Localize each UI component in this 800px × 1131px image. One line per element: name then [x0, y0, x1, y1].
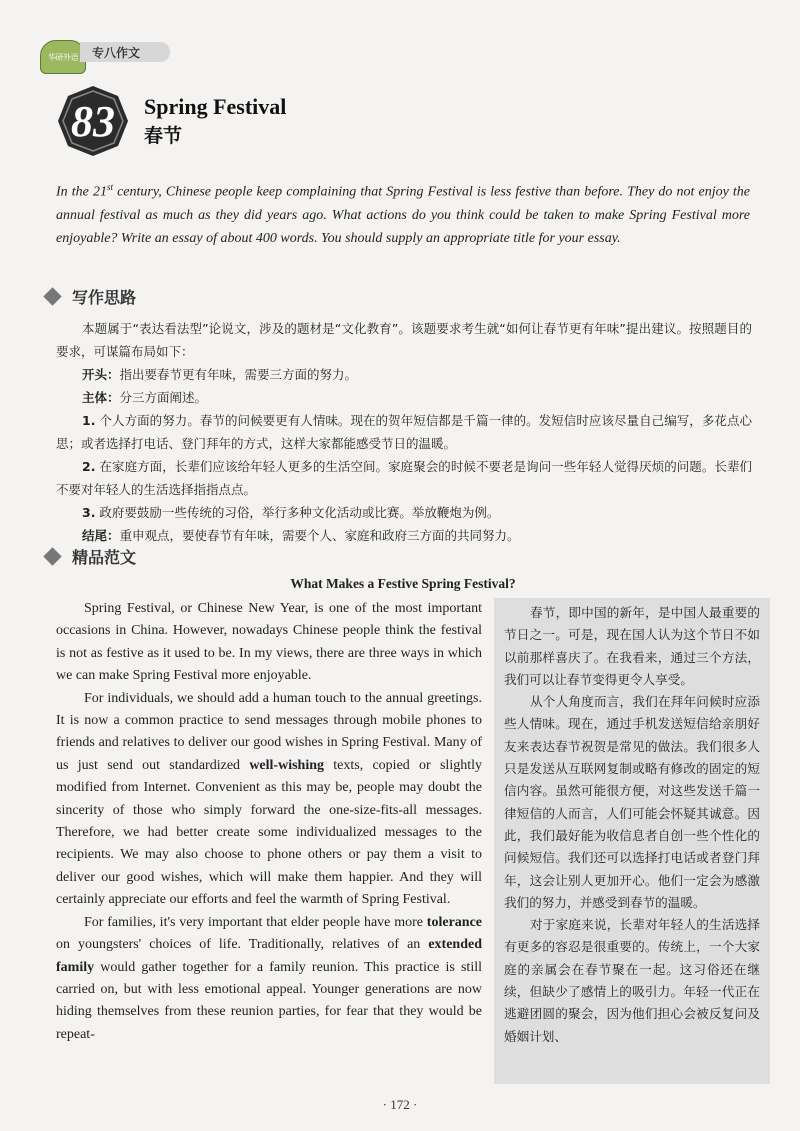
point-1-label: 1. — [82, 413, 96, 428]
essay-zh-paragraph-2: 从个人角度而言，我们在拜年问候时应添些人情味。现在，通过手机发送短信给亲朋好友来表达春节祝贺是常见的做法。我们很多人只是发送从互联网复制或略有修改的固定的短信内容。虽然可能很方便，对这些发送千篇一律短信的人而言，人们可能会怀疑其诚意。因此，我们最好能为收信息者自创一些个性化的问候短信。我们还可以选择打电话或者登门拜年，这会让别人更加开心。他们一定会为感激我们的努力，并感受到春节的温暖。 — [504, 694, 760, 910]
section-tag — [80, 42, 170, 62]
body-paragraph — [56, 386, 752, 409]
opening-paragraph — [56, 363, 752, 386]
page-number: · 172 · — [382, 1097, 418, 1112]
prompt-part2: century, Chinese people keep complaining that Spring Festival is less festive than before. They do not enjoy the annual festival as much as they did years ago. What actions do you think could be taken to make Spring Festival more enjoyable? Write an essay of about 400 words. You should supply an appropriate title for your essay. — [56, 184, 751, 246]
essay-en-paragraph-1: Spring Festival, or Chinese New Year, is one of the most important occasions in China. However, nowadays Chinese people think the festival is not as festive as it used to be. In my views, there are three ways in which we can make Spring Festival more enjoyable. — [56, 601, 482, 684]
essay-title: What Makes a Festive Spring Festival? — [290, 576, 516, 591]
diamond-icon — [43, 547, 61, 565]
essay-chinese-translation-box — [494, 598, 770, 1084]
opening-label: 开头： — [82, 367, 120, 382]
intro-paragraph: 本题属于“表达看法型”论说文，涉及的题材是“文化教育”。该题要求考生就“如何让春节更有年味”提出建议。按照题目的要求，可谋篇布局如下： — [56, 321, 752, 359]
essay-prompt — [56, 176, 750, 250]
body-text: 分三方面阐述。 — [119, 390, 208, 405]
en-p3-keyword-2: extended family — [56, 937, 482, 975]
en-p2-part-a: For individuals, we should add a human touch to the annual greetings. It is now a common practice to send messages through mobile phones to friends and relatives to deliver our good wishes in Spring Festival. Many of us just send out standardized — [56, 690, 482, 773]
en-p2-keyword: well-wishing — [249, 757, 324, 773]
topic-number: 83 — [71, 97, 115, 146]
point-2-text: 在家庭方面，长辈们应该给年轻人更多的生活空间。家庭聚会的时候不要老是询问一些年轻人觉得厌烦的问题。长辈们不要对年轻人的生活选择指指点点。 — [56, 459, 752, 497]
point-3-label: 3. — [82, 505, 96, 520]
topic-title-zh: 春节 — [144, 125, 183, 147]
en-p3-part-b: on youngsters' choices of life. Traditionally, relatives of an — [56, 937, 429, 953]
topic-title-en: Spring Festival — [144, 94, 287, 119]
point-1 — [56, 409, 752, 455]
ending-label: 结尾： — [82, 528, 120, 543]
logo-text: 华研外语 — [48, 53, 78, 62]
essay-en-paragraph-3 — [56, 912, 482, 1046]
point-3 — [56, 501, 752, 524]
point-1-text: 个人方面的努力。春节的问候要更有人情味。现在的贺年短信都是千篇一律的。发短信时应该尽量自己编写，多花点心思；或者选择打电话、登门拜年的方式，这样大家都能感受节日的温暖。 — [56, 413, 752, 451]
prompt-sup: st — [106, 182, 113, 192]
section-heading-label: 写作思路 — [72, 288, 137, 307]
en-p3-part-c: would gather together for a family reunion. This practice is still carried on, but with less emotional appeal. Younger generations are now hiding themselves from these reunion parties, for fear that they would be repeat- — [56, 959, 482, 1042]
opening-text: 指出要春节更有年味，需要三方面的努力。 — [119, 367, 358, 382]
ending-paragraph — [56, 524, 752, 547]
essay-english-column — [56, 598, 482, 1046]
writing-ideas-body — [56, 317, 752, 547]
diamond-icon — [43, 287, 61, 305]
essay-zh-paragraph-3: 对于家庭来说，长辈对年轻人的生活选择有更多的容忍是很重要的。传统上，一个大家庭的亲属会在春节聚在一起。这习俗还在继续，但缺少了感情上的吸引力。年轻一代正在逃避团圆的聚会，因为他们担心会被反复问及婚姻计划、 — [504, 917, 760, 1044]
body-label: 主体： — [82, 390, 120, 405]
prompt-part1: In the 21 — [56, 184, 107, 200]
point-2-label: 2. — [82, 459, 96, 474]
topic-number-badge — [56, 84, 130, 158]
en-p3-keyword-1: tolerance — [426, 914, 482, 930]
point-3-text: 政府要鼓励一些传统的习俗，举行多种文化活动或比赛。举放鞭炮为例。 — [95, 505, 500, 520]
essay-zh-paragraph-1: 春节，即中国的新年，是中国人最重要的节日之一。可是，现在国人认为这个节日不如以前那样喜庆了。在我看来，通过三个方法，我们可以让春节变得更令人享受。 — [504, 605, 760, 687]
section-tag-label: 专八作文 — [92, 46, 141, 60]
point-2 — [56, 455, 752, 501]
section-heading-label: 精品范文 — [72, 548, 137, 567]
en-p2-part-b: texts, copied or slightly modified from Internet. Convenient as this may be, people may doubt the sincerity of those who simply forward the one-size-fits-all messages. Therefore, we had better create some individualized messages to the recipients. We may also choose to phone others or pay them a visit to deliver our good wishes, which will make them happier. And they will certainly appreciate our efforts and feel the warmth of Spring Festival. — [56, 757, 482, 908]
ending-text: 重申观点，要使春节有年味，需要个人、家庭和政府三方面的共同努力。 — [119, 528, 520, 543]
en-p3-part-a: For families, it's very important that elder people have more — [84, 914, 427, 930]
essay-en-paragraph-2 — [56, 688, 482, 912]
